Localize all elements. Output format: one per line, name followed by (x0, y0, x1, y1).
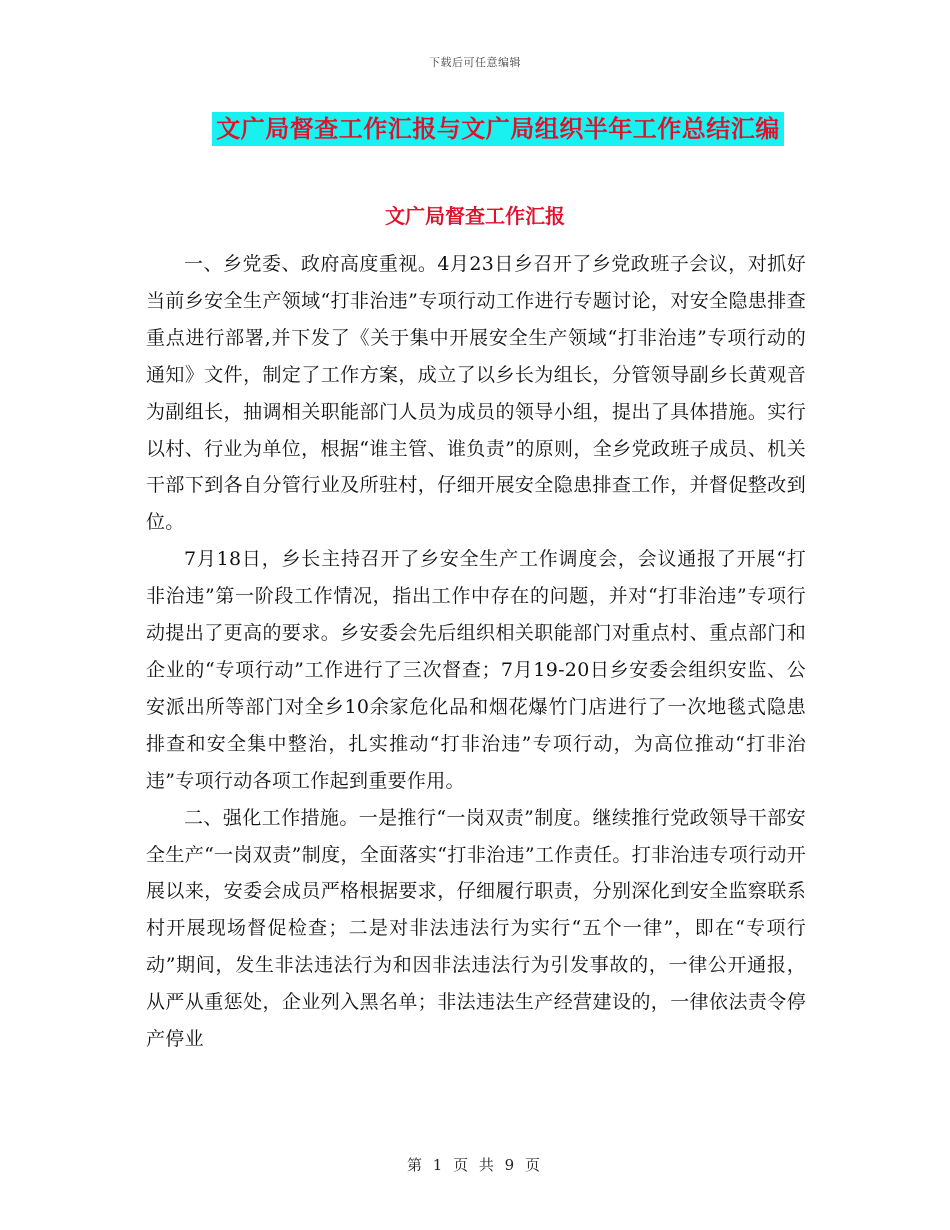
page-header-note: 下载后可任意编辑 (429, 56, 521, 69)
body-paragraph: 一、乡党委、政府高度重视。4月23日乡召开了乡党政班子会议，对抓好当前乡安全生产领域“打非治违”专项行动工作进行专题讨论，对安全隐患排查重点进行部署,并下发了《关于集中开展安全生产领域“打非治违”专项行动的通知》文件，制定了工作方案，成立了以乡长为组长，分管领导副乡长黄观音为副组长，抽调相关职能部门人员为成员的领导小组，提出了具体措施。实行以村、行业为单位，根据“谁主管、谁负责”的原则，全乡党政班子成员、机关干部下到各自分管行业及所驻村，仔细开展安全隐患排查工作，并督促整改到位。 (146, 253, 806, 534)
document-body (146, 246, 806, 1058)
body-paragraph: 二、强化工作措施。一是推行“一岗双责”制度。继续推行党政领导干部安全生产“一岗双责”制度，全面落实“打非治违”工作责任。打非治违专项行动开展以来，安委会成员严格根据要求，仔细履行职责，分别深化到安全监察联系村开展现场督促检查；二是对非法违法行为实行“五个一律”，即在“专项行动”期间，发生非法违法行为和因非法违法行为引发事故的，一律公开通报，从严从重惩处，企业列入黑名单；非法违法生产经营建设的，一律依法责令停产停业 (146, 806, 806, 1051)
body-paragraph: 7月18日，乡长主持召开了乡安全生产工作调度会，会议通报了开展“打非治违”第一阶段工作情况，指出工作中存在的问题，并对“打非治违”专项行动提出了更高的要求。乡安委会先后组织相关职能部门对重点村、重点部门和企业的“专项行动”工作进行了三次督查；7月19-20日乡安委会组织安监、公安派出所等部门对全乡10余家危化品和烟花爆竹门店进行了一次地毯式隐患排查和安全集中整治，扎实推动“打非治违”专项行动，为高位推动“打非治违”专项行动各项工作起到重要作用。 (146, 548, 806, 792)
document-title-container (0, 112, 950, 146)
section-title: 文广局督查工作汇报 (385, 204, 565, 228)
document-title: 文广局督查工作汇报与文广局组织半年工作总结汇编 (212, 112, 784, 146)
page-number-footer: 第 1 页 共 9 页 (407, 1156, 543, 1174)
